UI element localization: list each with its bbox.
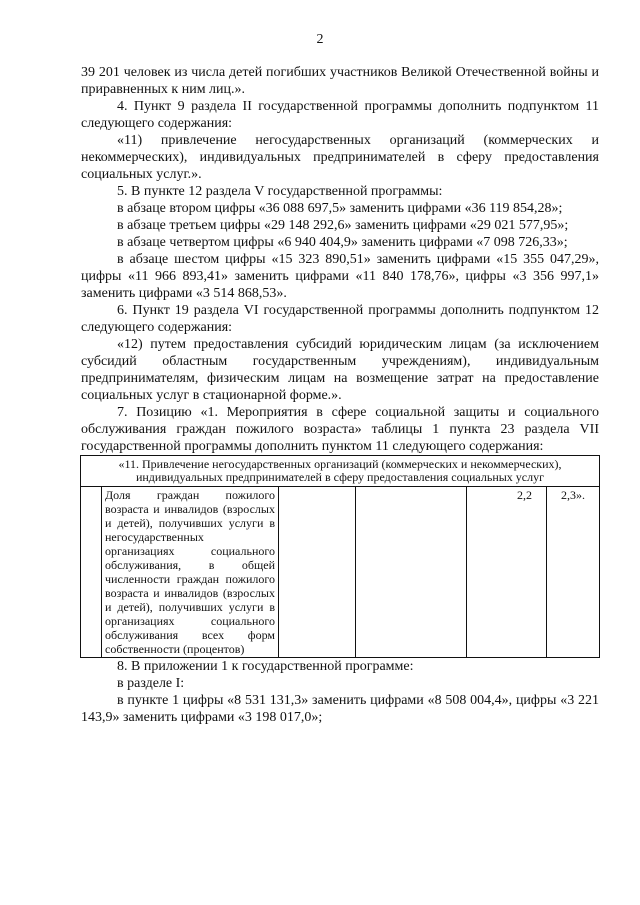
indicator-cell: Доля граждан пожилого возраста и инвалидов (взрослых и детей), получивших услуги в негосударственных организациях социального обслуживания, в общей численности граждан пожилого возраста и инвалидов (взрослых и детей), получивших услуги в организациях социального обслуживания всех форм собственности (процентов) — [102, 487, 279, 658]
paragraph: 4. Пункт 9 раздела II государственной программы дополнить подпунктом 11 следующего содержания: — [81, 99, 599, 131]
paragraph: 8. В приложении 1 к государственной программе: — [117, 659, 414, 674]
table-row — [81, 487, 600, 658]
paragraph: «11) привлечение негосударственных организаций (коммерческих и некоммерческих), индивидуальных предпринимателей в сферу предоставления социальных услуг.». — [81, 133, 599, 182]
paragraph: 6. Пункт 19 раздела VI государственной программы дополнить подпунктом 12 следующего содержания: — [81, 303, 599, 335]
document-body — [81, 64, 599, 726]
paragraph: в абзаце третьем цифры «29 148 292,6» заменить цифрами «29 021 577,95»; — [117, 218, 569, 233]
paragraph: в разделе I: — [117, 676, 185, 691]
paragraph: в абзаце шестом цифры «15 323 890,51» заменить цифрами «15 355 047,29», цифры «11 966 893,41» заменить цифрами «11 840 178,76», цифры «3 356 997,1» заменить цифрами «3 514 868,53». — [81, 252, 599, 301]
paragraph: в абзаце втором цифры «36 088 697,5» заменить цифрами «36 119 854,28»; — [117, 201, 563, 216]
table-cell-col4 — [356, 487, 467, 658]
page-number: 2 — [316, 32, 324, 47]
paragraph: в абзаце четвертом цифры «6 940 404,9» заменить цифрами «7 098 726,33»; — [117, 235, 568, 250]
paragraph: «12) путем предоставления субсидий юридическим лицам (за исключением субсидий областным государственным учреждениям), индивидуальным предпринимателям, физическим лицам на возмещение затрат на предоставление социальных услуг в стационарной форме.». — [81, 337, 599, 403]
program-table — [80, 455, 600, 658]
value-cell-2020: 2,3». — [547, 487, 600, 658]
paragraph: 7. Позицию «1. Мероприятия в сфере социальной защиты и социального обслуживания граждан пожилого возраста» таблицы 1 пункта 23 раздела VII государственной программы дополнить пунктом 11 следующего содержания: — [81, 405, 599, 454]
table-cell-col3 — [279, 487, 356, 658]
paragraph: в пункте 1 цифры «8 531 131,3» заменить цифрами «8 508 004,4», цифры «3 221 143,9» заменить цифрами «3 198 017,0»; — [81, 693, 599, 725]
table-cell-empty — [81, 487, 102, 658]
paragraph: 39 201 человек из числа детей погибших участников Великой Отечественной войны и приравненных к ним лиц.». — [81, 65, 599, 97]
value-cell-2019: 2,2 — [467, 487, 547, 658]
table-header-row: «11. Привлечение негосударственных организаций (коммерческих и некоммерческих), индивидуальных предпринимателей в сферу предоставления социальных услуг — [81, 456, 600, 487]
paragraph: 5. В пункте 12 раздела V государственной программы: — [117, 184, 443, 199]
